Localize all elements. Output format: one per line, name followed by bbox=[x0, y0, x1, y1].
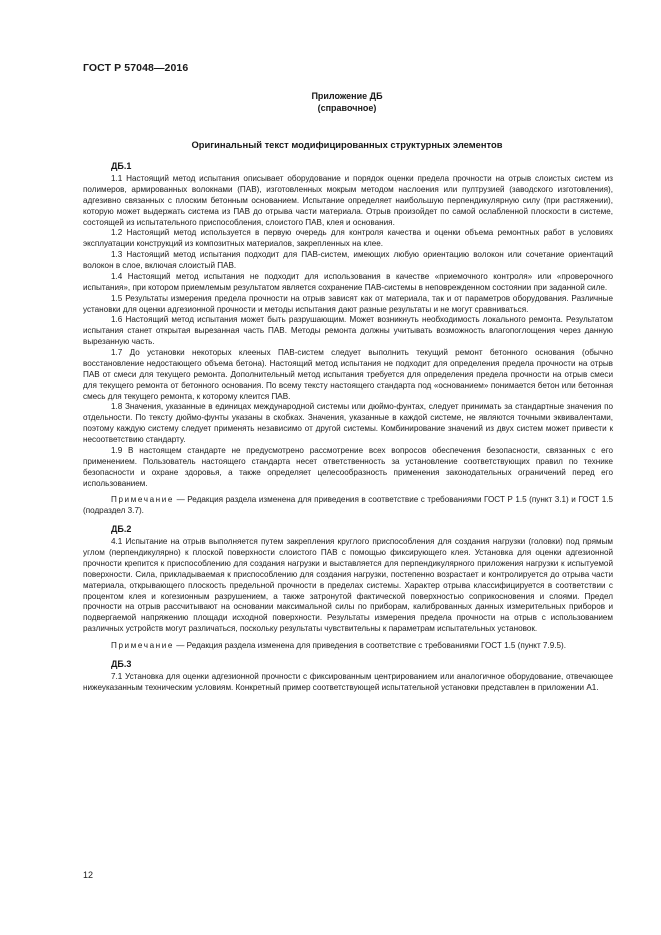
paragraph: 1.7 До установки некоторых клееных ПАВ-систем следует выполнить текущий ремонт бетонного основания (обычно восстановление недостающего объема бетона). Настоящий метод испытания не подходит для определения предела прочности на отрыв ПАВ от смеси для текущего ремонта. Дополнительный метод испытания требуется для определения предела прочности на отрыв смеси для текущего ремонта от бетонного основания. По всему тексту настоящего стандарта под «основанием» понимается бетон или бетонная смесь для текущего ремонта, к которому клеится ПАВ. bbox=[83, 348, 613, 401]
page-number: 12 bbox=[83, 870, 94, 880]
section-title: Оригинальный текст модифицированных структурных элементов bbox=[191, 139, 503, 150]
paragraph: 1.8 Значения, указанные в единицах международной системы или дюймо-фунтах, следует принимать за стандартные значения по отдельности. По тексту дюймо-фунты указаны в скобках. Значения, указанные в каждой системе, не являются точными эквивалентами, поэтому каждую систему следует применять независимо от другой системы. Комбинирование значений из двух систем может привести к несоответствию стандарту. bbox=[83, 402, 613, 444]
paragraph: 1.2 Настоящий метод используется в первую очередь для контроля качества и оценки объема ремонтных работ в условиях эксплуатации конструкций из композитных материалов, закрепленных на клее. bbox=[83, 228, 613, 249]
appendix-heading bbox=[83, 90, 611, 114]
section-heading-db1: ДБ.1 bbox=[111, 161, 132, 171]
note bbox=[83, 495, 613, 517]
paragraph: 1.6 Настоящий метод испытания может быть разрушающим. Может возникнуть необходимость локального ремонта. Результатом испытания станет открытая вырезанная часть ПАВ. Методы ремонта должны учитывать возможность влагопоглощения через данную вырезанную часть. bbox=[83, 315, 613, 347]
paragraph: 1.4 Настоящий метод испытания не подходит для использования в качестве «приемочного контроля» или «проверочного испытания», при котором приемлемым результатом является сохранение ПАВ-системы в неповрежденном состоянии при заданной силе. bbox=[83, 271, 613, 292]
document-body bbox=[83, 160, 613, 694]
document-code: ГОСТ Р 57048—2016 bbox=[83, 62, 189, 74]
note bbox=[83, 641, 613, 652]
paragraph: 1.9 В настоящем стандарте не предусмотрено рассмотрение всех вопросов обеспечения безопасности, связанных с его применением. Пользователь настоящего стандарта несет ответственность за установление соответствующих правил по технике безопасности и охране здоровья, а также определяет целесообразность применения законодательных ограничений перед его использованием. bbox=[83, 445, 613, 488]
appendix-title: Приложение ДБ bbox=[311, 91, 383, 101]
paragraph: 1.5 Результаты измерения предела прочности на отрыв зависят как от материала, так и от параметров оборудования. Различные установки для оценки адгезионной прочности и методы испытания дают разные результаты и не могут сравниваться. bbox=[83, 293, 613, 314]
note-text: — Редакция раздела изменена для приведения в соответствие с требованиями ГОСТ Р 1.5 (пункт 3.1) и ГОСТ 1.5 (подраздел 3.7). bbox=[83, 495, 613, 516]
note-label: Примечание bbox=[111, 495, 175, 505]
paragraph: 1.1 Настоящий метод испытания описывает оборудование и порядок оценки предела прочности на отрыв слоистых систем из полимеров, армированных волокнами (ПАВ), изготовленных мокрым методом наслоения или пултрузией (заводского изготовления), адгезивно связанных с плоским бетонным основанием. Испытание определяет наибольшую перпендикулярную силу (при растяжении), которую может выдержать система из ПАВ до отрыва части материала. Отрыв произойдет по самой ослабленной плоскости в системе, состоящей из испытательного приспособления, слоистого ПАВ, клея и основания. bbox=[83, 174, 613, 227]
note-label: Примечание bbox=[111, 641, 175, 650]
paragraph: 7.1 Установка для оценки адгезионной прочности с фиксированным центрированием или аналогичное оборудование, отвечающее нижеуказанным техническим условиям. Конкретный пример соответствующей испытательной установки представлен в приложении А1. bbox=[83, 671, 613, 692]
paragraph: 4.1 Испытание на отрыв выполняется путем закрепления круглого приспособления для создания нагрузки (головки) под прямым углом (перпендикулярно) к плоской поверхности слоистого ПАВ с помощью фиксирующего клея. Установка для оценки адгезионной прочности крепится к приспособлению для создания нагрузки и выставляется для перпендикулярного приложения нагрузки к испытуемой поверхности. Сила, прикладываемая к приспособлению для создания нагрузки, постепенно возрастает и контролируется до отрыва части материала, открывающего плоскость предельной прочности в пределах системы. Характер отрыва классифицируется в соответствии с процентом клея и когезионным разрушением, а также затронутой фактической поверхностью соприкосновения и слоями. Предел прочности на отрыв рассчитывают на основании максимальной силы по приборам, калиброванных данных измерительных приборов и подвергаемой напряжению площади исходной поверхности. Результаты измерения предела прочности на отрыв с использованием различных устройств могут различаться, поскольку результаты чувствительны к параметрам испытательных установок. bbox=[83, 537, 613, 634]
section-heading-db3: ДБ.3 bbox=[111, 658, 132, 669]
paragraph: 1.3 Настоящий метод испытания подходит для ПАВ-систем, имеющих любую ориентацию волокон или сочетание ориентаций волокон в слое, включая слоистый ПАВ. bbox=[83, 250, 613, 270]
appendix-subtitle: (справочное) bbox=[317, 103, 377, 113]
section-heading-db2: ДБ.2 bbox=[111, 524, 132, 535]
note-text: — Редакция раздела изменена для приведения в соответствие с требованиями ГОСТ 1.5 (пункт 7.9.5). bbox=[174, 641, 566, 650]
